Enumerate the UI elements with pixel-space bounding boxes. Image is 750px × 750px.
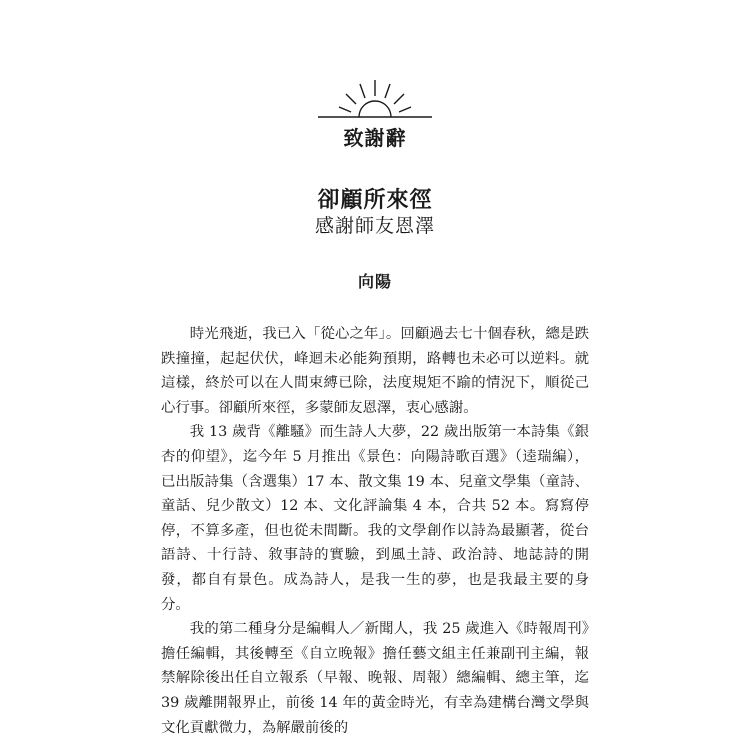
page-title: 卻顧所來徑: [317, 188, 433, 213]
paragraph: 我的第二種身分是編輯人／新聞人，我 25 歲進入《時報周刊》擔任編輯，其後轉至《自立晚報》擔任藝文組主任兼副刊主編，報禁解除後出任自立報系（早報、晚報、周報）總編輯、總主筆，迄 39 歲離開報界止，前後 14 年的黃金時光，有幸為建構台灣文學與文化貢獻微力，為解嚴前後的: [161, 621, 589, 736]
author-name: 向陽: [357, 272, 392, 291]
body-text: [161, 322, 589, 740]
paragraph: 我 13 歲背《離騷》而生詩人大夢，22 歲出版第一本詩集《銀杏的仰望》，迄今年 5 月推出《景色：向陽詩歌百選》（逵瑞編），已出版詩集（含選集）17 本、散文集 19 本、兒童文學集（童詩、童話、兒少散文）12 本、文化評論集 4 本，合共 52 本。寫寫停停，不算多產，但也從未間斷。我的文學創作以詩為最顯著，從台語詩、十行詩、敘事詩的實驗，到風土詩、政治詩、地誌詩的開發，都自有景色。成為詩人，是我一生的夢，也是我最主要的身分。: [161, 424, 589, 613]
section-label: 致謝辭: [343, 126, 407, 150]
paragraph: 時光飛逝，我已入「從心之年」。回顧過去七十個春秋，總是跌跌撞撞，起起伏伏，峰迴未必能夠預期，路轉也未必可以逆料。就這樣，終於可以在人間束縛已除，法度規矩不踰的情況下，順從己心行事。卻顧所來徑，多蒙師友恩澤，衷心感謝。: [161, 326, 589, 416]
page-subtitle: 感謝師友恩澤: [314, 215, 435, 237]
rising-sun-icon: [318, 76, 432, 126]
